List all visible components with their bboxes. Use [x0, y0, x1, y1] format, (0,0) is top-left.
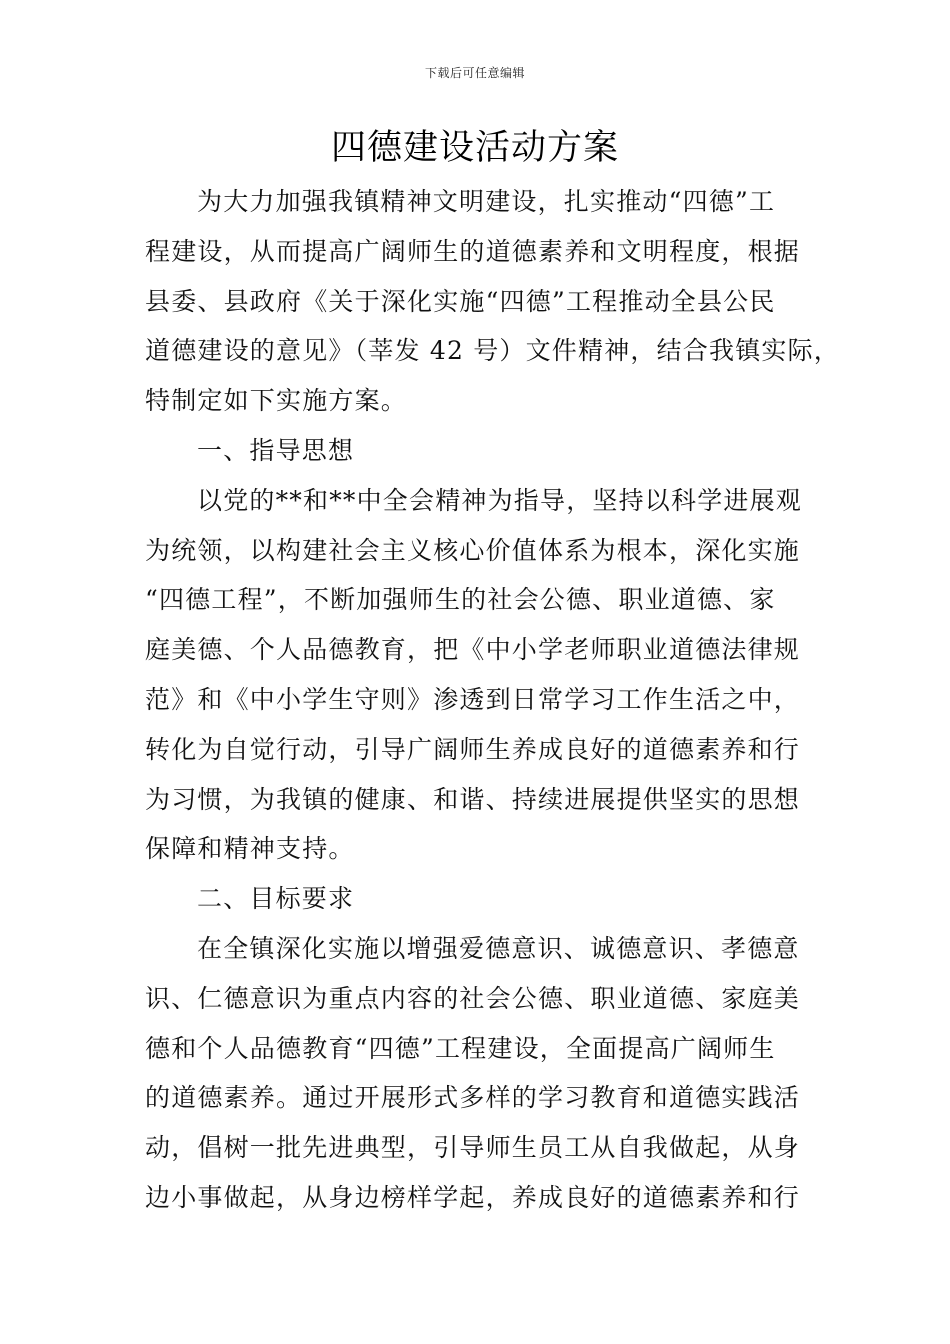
text-line: 道德建设的意见》（莘发 42 号）文件精神，结合我镇实际， — [145, 336, 841, 366]
text-line: 转化为自觉行动，引导广阔师生养成良好的道德素养和行 — [145, 734, 801, 764]
text-line: 边小事做起，从身边榜样学起，养成良好的道德素养和行 — [145, 1182, 801, 1212]
text-line: 为统领，以构建社会主义核心价值体系为根本，深化实施 — [145, 535, 801, 565]
text-line: 二、目标要求 — [197, 884, 355, 914]
document-title: 四德建设活动方案 — [330, 128, 619, 168]
text-line: 识、仁德意识为重点内容的社会公德、职业道德、家庭美 — [145, 983, 801, 1013]
text-line: 为大力加强我镇精神文明建设，扎实推动“四德”工 — [197, 187, 776, 216]
text-line: “四德工程”，不断加强师生的社会公德、职业道德、家 — [145, 585, 776, 615]
text-line: 的道德素养。通过开展形式多样的学习教育和道德实践活 — [145, 1083, 801, 1113]
text-line: 一、指导思想 — [197, 435, 355, 465]
text-line: 在全镇深化实施以增强爱德意识、诚德意识、孝德意 — [197, 933, 800, 963]
text-line: 保障和精神支持。 — [145, 834, 355, 864]
text-line: 庭美德、个人品德教育，把《中小学老师职业道德法律规 — [145, 635, 801, 665]
text-line: 以党的**和**中全会精神为指导，坚持以科学进展观 — [197, 485, 803, 515]
document-body — [145, 177, 841, 1223]
text-line: 范》和《中小学生守则》渗透到日常学习工作生活之中， — [145, 684, 801, 714]
text-line: 县委、县政府《关于深化实施“四德”工程推动全县公民 — [145, 286, 776, 316]
text-line: 动，倡树一批先进典型，引导师生员工从自我做起，从身 — [145, 1133, 801, 1163]
text-line: 特制定如下实施方案。 — [145, 386, 408, 416]
header-note: 下载后可任意编辑 — [424, 66, 525, 80]
text-line: 为习惯，为我镇的健康、和谐、持续进展提供坚实的思想 — [145, 784, 801, 814]
text-line: 德和个人品德教育“四德”工程建设，全面提高广阔师生 — [145, 1033, 776, 1063]
text-line: 程建设，从而提高广阔师生的道德素养和文明程度，根据 — [145, 236, 801, 266]
